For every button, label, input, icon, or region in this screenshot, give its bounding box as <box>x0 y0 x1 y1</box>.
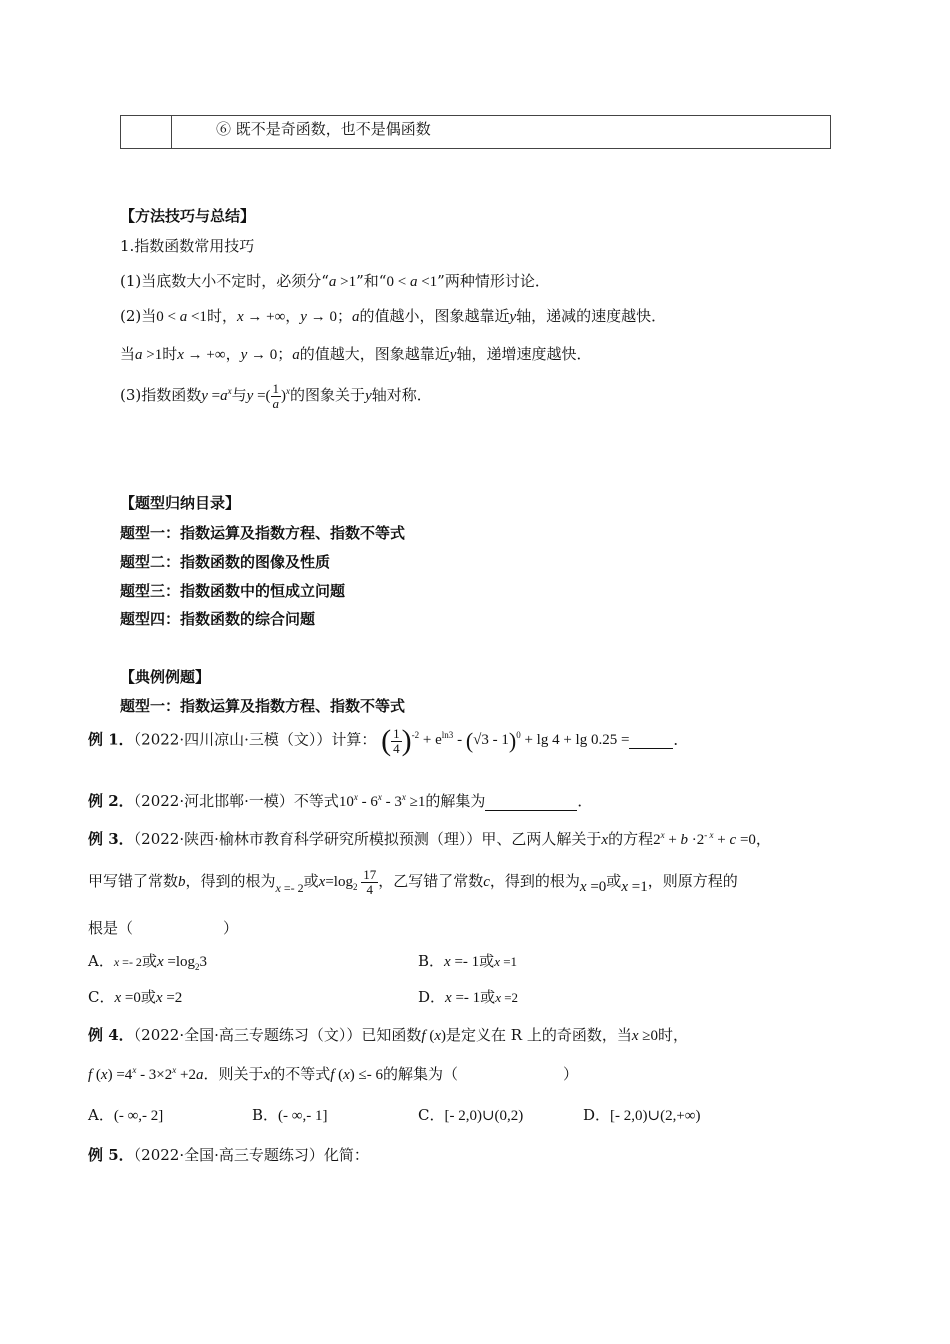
table-cell-empty <box>121 116 172 149</box>
catalog-item-2: 题型二：指数函数的图像及性质 <box>120 553 331 571</box>
example-3-option-b[interactable]: B．x =- 1或x =1 <box>418 952 518 970</box>
methods-heading: 【方法技巧与总结】 <box>120 207 256 225</box>
example-3-option-a[interactable]: A．x =- 2或$x =\log_23$ <box>88 952 208 972</box>
examples-heading: 【典例例题】 <box>120 668 211 686</box>
table-cell <box>172 116 831 149</box>
example-2: 例 2．（2022·河北邯郸·一模）不等式$10^x - 6^x - 3^x \ge 1$的解集为 ． <box>88 792 593 810</box>
table-row-text: ⑥ 既不是奇函数，也不是偶函数 <box>216 120 431 138</box>
example-4-option-d[interactable]: D．[- 2,0)∪(2,+∞) <box>583 1106 701 1124</box>
example-4-line2: f $(x) =4^x - 3\times 2^x +2a$．则关于x的不等式f (x) ≤- 6的解集为（ ） <box>88 1065 579 1083</box>
methods-p1: (1)当底数大小不定时，必须分“a >1”和“0 < a <1”两种情形讨论． <box>120 272 550 290</box>
methods-p4: (3)指数函数$y =a^x$与y =( $\frac{1}{a}$ )$^x$的图象关于y轴对称． <box>120 381 432 411</box>
example-4-option-a[interactable]: A．(- ∞,- 2] <box>88 1106 164 1124</box>
examples-type1: 题型一：指数运算及指数方程、指数不等式 <box>120 697 406 715</box>
example-1: 例 1．（2022·四川凉山·三模（文））计算： ( $\frac{1}{4}$ )$^{-2} + e^{ln3} - (√3 - 1)^0 + \lg 4 + \lg 0.25$ = ． <box>88 724 689 757</box>
methods-p3: 当a >1时x → +∞，y → 0；a的值越大，图象越靠近y轴，递增速度越快． <box>120 345 592 363</box>
example-4: 例 4．（2022·全国·高三专题练习（文））已知函数f (x)是定义在 R 上的奇函数，当x ≥0时， <box>88 1026 688 1044</box>
example-3-line3: 根是（ ） <box>88 919 239 937</box>
catalog-item-3: 题型三：指数函数中的恒成立问题 <box>120 582 346 600</box>
example-3-line2: 甲写错了常数b，得到的根为$_{x =- 2}$或$x=\log_2$ $\frac{17}{4}$ ，乙写错了常数c，得到的根为x =0或x =1，则原方程的 <box>88 867 738 897</box>
example-4-option-c[interactable]: C．[- 2,0)∪(0,2) <box>418 1106 524 1124</box>
methods-p2: (2)当0 < a <1时，x → +∞，y → 0；a的值越小，图象越靠近y轴，递减的速度越快． <box>120 307 667 325</box>
methods-item1: 1.指数函数常用技巧 <box>120 237 255 255</box>
example-4-option-b[interactable]: B．(- ∞,- 1] <box>252 1106 328 1124</box>
example-3-option-c[interactable]: C．x =0或x =2 <box>88 988 183 1006</box>
property-table <box>120 115 831 149</box>
catalog-item-4: 题型四：指数函数的综合问题 <box>120 610 316 628</box>
example-3-option-d[interactable]: D．x =- 1或x =2 <box>418 988 519 1006</box>
example-3: 例 3．（2022·陕西·榆林市教育科学研究所模拟预测（理））甲、乙两人解关于x的方程$2^x + b \cdot 2^{- x} + c =0$， <box>88 830 771 848</box>
catalog-heading: 【题型归纳目录】 <box>120 494 241 512</box>
catalog-item-1: 题型一：指数运算及指数方程、指数不等式 <box>120 524 406 542</box>
example-5: 例 5．（2022·全国·高三专题练习）化简： <box>88 1146 369 1164</box>
